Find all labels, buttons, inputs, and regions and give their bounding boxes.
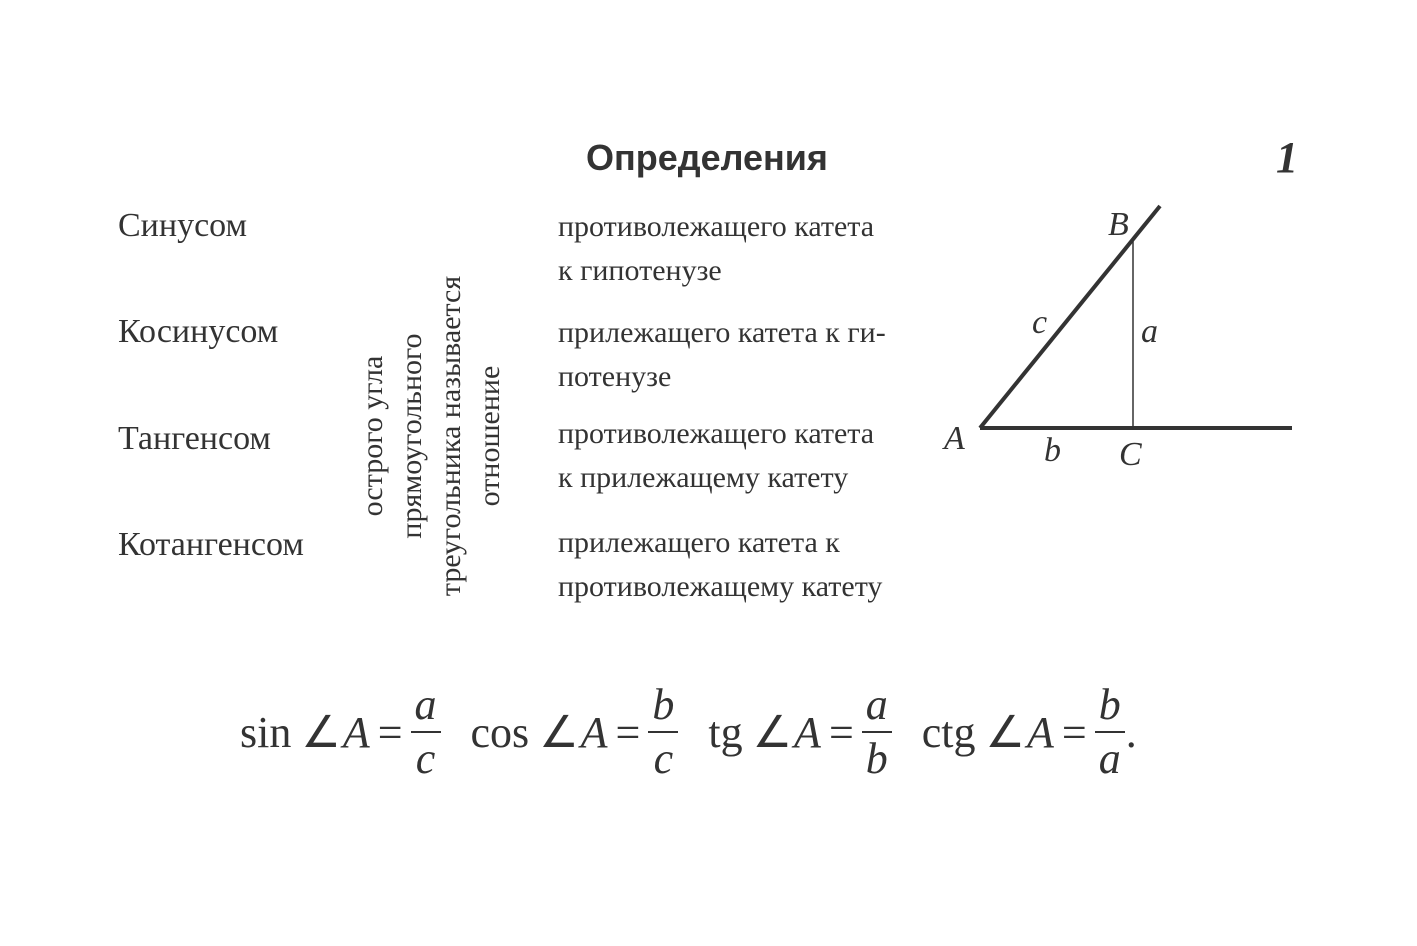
denominator: c [415, 734, 436, 783]
numerator: a [414, 680, 437, 729]
numerator: a [865, 680, 888, 729]
function-name: ctg [921, 707, 976, 757]
equals-sign: = [1061, 707, 1087, 757]
fraction [862, 679, 892, 785]
side-a-label: a [1141, 313, 1158, 350]
denominator: b [865, 734, 888, 783]
vertex-a-label: A [944, 420, 965, 457]
page-title: Определения [586, 137, 828, 178]
fraction [1095, 679, 1125, 785]
description-line: противолежащего катета [558, 210, 875, 243]
description-line: потенузе [558, 360, 672, 393]
numerator: b [1098, 680, 1121, 729]
term-sine: Синусом [118, 207, 248, 244]
fraction [648, 679, 678, 785]
shared-phrase [346, 250, 516, 622]
formula-ctg [922, 679, 1137, 785]
term-cotangent: Котангенсом [118, 526, 304, 563]
description-line: к гипотенузе [558, 254, 722, 287]
description-tangent [558, 412, 938, 500]
page-number: 1 [1276, 133, 1298, 182]
description-line: противолежащему катету [558, 570, 883, 603]
angle-symbol: ∠ [301, 707, 341, 757]
vertex-c-label: C [1119, 436, 1142, 473]
equals-sign: = [377, 707, 403, 757]
numerator: b [652, 680, 675, 729]
side-b-label: b [1044, 432, 1061, 469]
shared-phrase-line: прямоугольного [395, 333, 428, 539]
denominator: c [653, 734, 674, 783]
side-c-label: c [1032, 304, 1048, 341]
term-tangent: Тангенсом [118, 420, 271, 457]
description-cotangent [558, 521, 938, 609]
equals-sign: = [828, 707, 854, 757]
shared-phrase-line: острого угла [356, 355, 389, 517]
angle-symbol: ∠ [752, 707, 793, 757]
formula-end-period: . [1125, 707, 1137, 757]
denominator: a [1098, 734, 1121, 783]
shared-phrase-line: треугольника называется [434, 275, 467, 597]
function-name: tg [708, 707, 743, 757]
description-line: противолежащего катета [558, 417, 875, 450]
description-sine [558, 205, 938, 293]
formula-row [240, 672, 1200, 792]
formula-sin [240, 679, 441, 785]
vertex-b-label: B [1108, 206, 1129, 243]
formula-tg [708, 679, 891, 785]
shared-phrase-line: отношение [473, 365, 506, 507]
angle-variable: A [342, 707, 370, 757]
description-cosine [558, 311, 938, 399]
angle-symbol: ∠ [985, 707, 1025, 757]
right-triangle-diagram [930, 195, 1310, 485]
formula-cos [471, 679, 679, 785]
term-cosine: Косинусом [118, 313, 279, 350]
function-name: sin [240, 707, 292, 757]
description-line: к прилежащему катету [558, 461, 849, 494]
equals-sign: = [615, 707, 641, 757]
angle-variable: A [1026, 707, 1054, 757]
description-line: прилежащего катета к ги- [558, 316, 886, 349]
angle-variable: A [794, 707, 821, 757]
description-line: прилежащего катета к [558, 526, 840, 559]
fraction [411, 679, 441, 785]
angle-variable: A [580, 707, 608, 757]
function-name: cos [470, 707, 530, 757]
angle-symbol: ∠ [539, 707, 579, 757]
